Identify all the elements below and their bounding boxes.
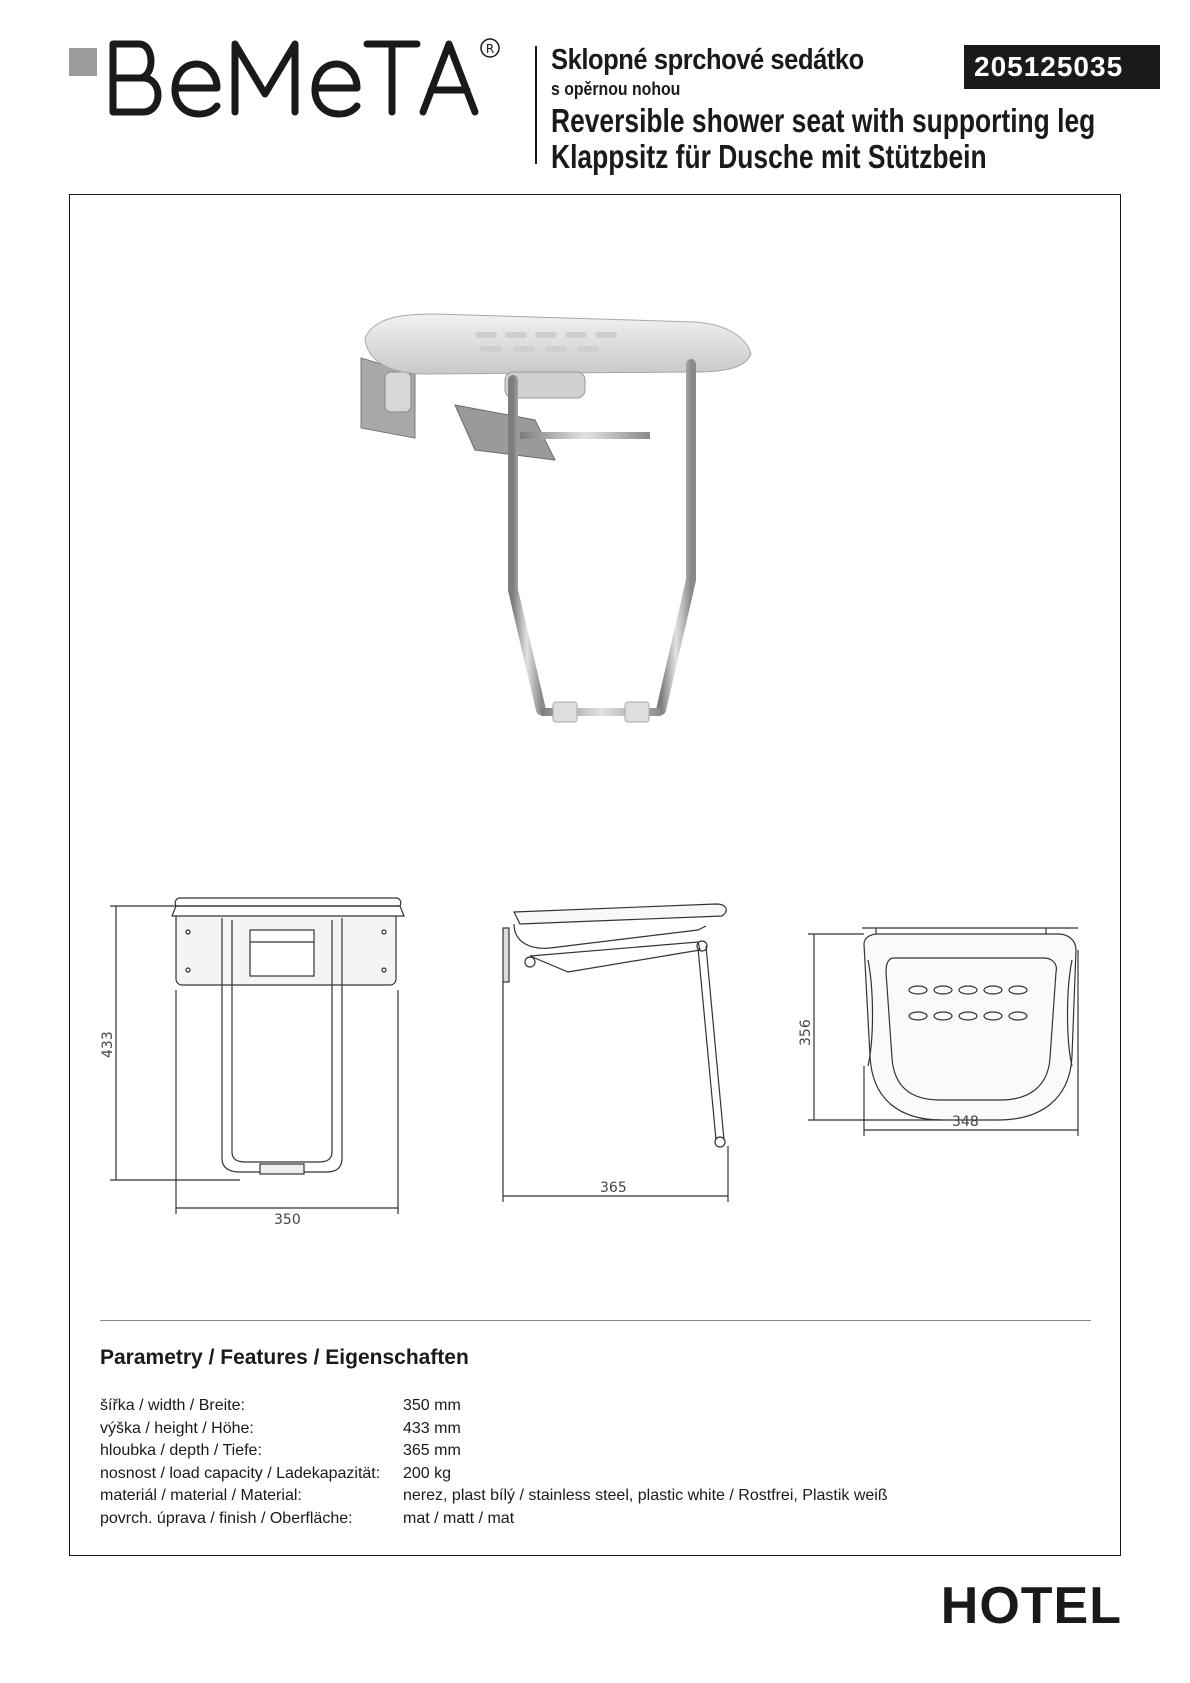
bemeta-logo (105, 32, 500, 120)
product-title-cz: Sklopné sprchové sedátko (551, 44, 864, 76)
features-table (100, 1395, 888, 1530)
feature-value: 433 mm (403, 1419, 461, 1437)
feature-label: hloubka / depth / Tiefe: (100, 1442, 262, 1460)
dim-front-width: 350 (274, 1212, 301, 1228)
features-heading: Parametry / Features / Eigenschaften (100, 1346, 469, 1369)
feature-value: 350 mm (403, 1397, 461, 1415)
feature-value: 200 kg (403, 1464, 452, 1482)
feature-row-finish (100, 1508, 888, 1531)
feature-row-material (100, 1485, 888, 1508)
product-title-en: Reversible shower seat with supporting leg (551, 102, 1096, 139)
feature-label: výška / height / Höhe: (100, 1419, 254, 1437)
logo-square (69, 48, 97, 76)
feature-row-depth (100, 1440, 888, 1463)
front-view (110, 898, 404, 1214)
header-divider (535, 46, 537, 164)
dim-top-width: 348 (952, 1114, 979, 1130)
feature-value: 365 mm (403, 1442, 461, 1460)
feature-row-height (100, 1418, 888, 1441)
dim-side-depth: 365 (600, 1180, 627, 1196)
top-view (808, 928, 1078, 1136)
feature-label: šířka / width / Breite: (100, 1397, 245, 1415)
dim-top-height: 356 (798, 1019, 814, 1046)
dim-front-height: 433 (100, 1031, 116, 1058)
feature-row-load-capacity (100, 1463, 888, 1486)
feature-value: nerez, plast bílý / stainless steel, plastic white / Rostfrei, Plastik weiß (403, 1487, 888, 1505)
product-photo (355, 310, 775, 800)
feature-label: materiál / material / Material: (100, 1487, 302, 1505)
product-title-de: Klappsitz für Dusche mit Stützbein (551, 138, 987, 175)
feature-label: povrch. úprava / finish / Oberfläche: (100, 1509, 353, 1527)
category-label: HOTEL (940, 1577, 1122, 1635)
features-divider (100, 1320, 1091, 1321)
feature-label: nosnost / load capacity / Ladekapazität: (100, 1464, 381, 1482)
product-subtitle-cz: s opěrnou nohou (551, 79, 681, 99)
product-code-badge: 205125035 (964, 45, 1160, 89)
feature-value: mat / matt / mat (403, 1509, 515, 1527)
side-view (503, 904, 728, 1202)
svg-text:R: R (485, 42, 495, 56)
feature-row-width (100, 1395, 888, 1418)
technical-drawing (100, 890, 1090, 1230)
